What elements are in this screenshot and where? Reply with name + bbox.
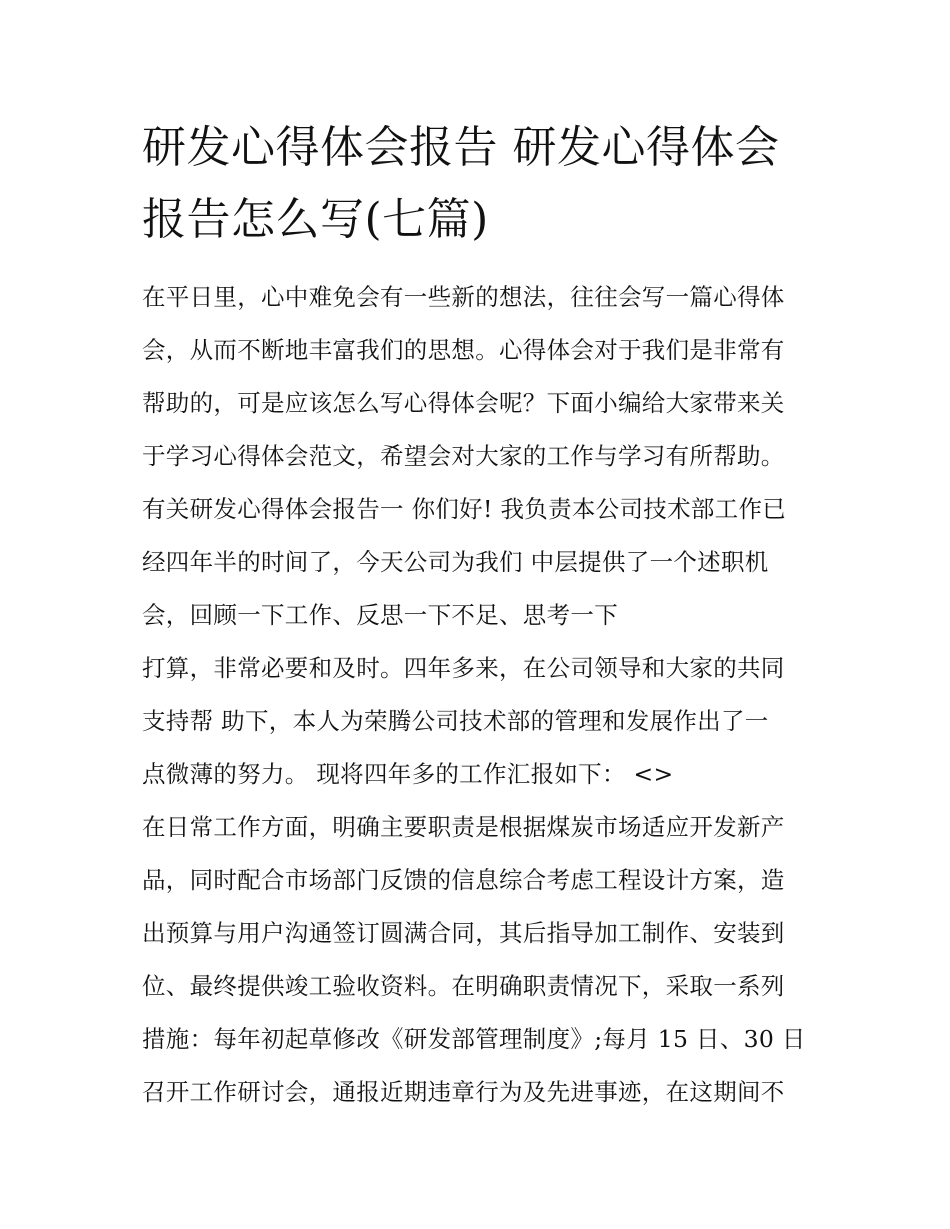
paragraph-line: 于学习心得体会范文，希望会对大家的工作与学习有所帮助。 [142,442,785,470]
paragraph-line: 打算，非常必要和及时。四年多来，在公司领导和大家的共同 [142,654,785,682]
paragraph-line: 出预算与用户沟通签订圆满合同，其后指导加工制作、安装到 [142,919,785,947]
document-title: 研发心得体会报告 研发心得体会报告怎么写(七篇) [142,122,780,245]
paragraph-line: 有关研发心得体会报告一 你们好! 我负责本公司技术部工作已 [142,495,787,523]
paragraph-line: 经四年半的时间了，今天公司为我们 中层提供了一个述职机 [142,548,769,576]
paragraph-line: 位、最终提供竣工验收资料。在明确职责情况下，采取一系列 [142,972,785,1000]
paragraph-line: 点微薄的努力。 现将四年多的工作汇报如下： <> [142,760,674,788]
paragraph-line: 会，回顾一下工作、反思一下不足、思考一下 [142,601,618,629]
paragraph-line: 在平日里，心中难免会有一些新的想法，往往会写一篇心得体 [142,283,785,311]
paragraph-line: 措施：每年初起草修改《研发部管理制度》;每月 15 日、30 日 [142,1025,806,1053]
paragraph-line: 支持帮 助下，本人为荣腾公司技术部的管理和发展作出了一 [142,707,769,735]
paragraph-line: 在日常工作方面，明确主要职责是根据煤炭市场适应开发新产 [142,813,785,841]
paragraph-line: 召开工作研讨会，通报近期违章行为及先进事迹，在这期间不 [142,1078,785,1106]
paragraph-line: 会，从而不断地丰富我们的思想。心得体会对于我们是非常有 [142,336,785,364]
paragraph-line: 帮助的，可是应该怎么写心得体会呢？下面小编给大家带来关 [142,389,785,417]
paragraph-line: 品，同时配合市场部门反馈的信息综合考虑工程设计方案，造 [142,866,785,894]
